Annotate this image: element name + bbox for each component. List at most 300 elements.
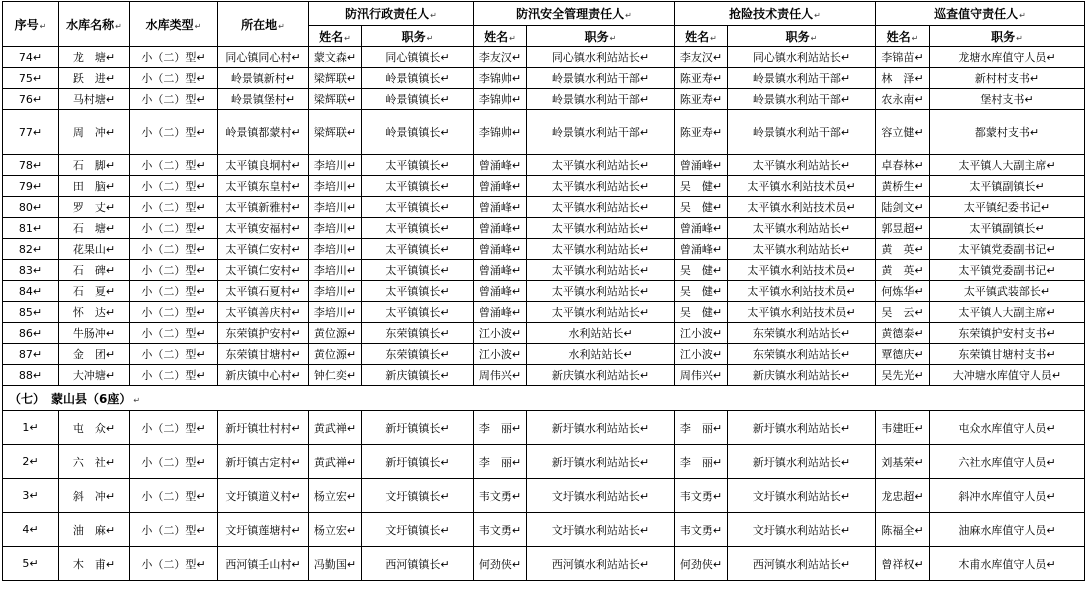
cell-text: 李培川 <box>313 306 347 319</box>
cell-text: 李培川 <box>313 285 347 298</box>
cell-text: 水利站站长 <box>568 348 624 361</box>
paragraph-mark: ↵ <box>440 348 450 361</box>
cell-location <box>218 239 309 260</box>
paragraph-mark: ↵ <box>32 92 43 106</box>
cell-text: 太平镇石夏村 <box>225 285 292 298</box>
paragraph-mark: ↵ <box>1040 201 1051 214</box>
cell-safety-name <box>474 176 527 197</box>
paragraph-mark: ↵ <box>914 306 924 319</box>
paragraph-mark: ↵ <box>511 369 522 382</box>
cell-text: 太平镇新雅村 <box>225 201 292 214</box>
cell-safety-duty <box>527 302 675 323</box>
paragraph-mark: ↵ <box>1046 557 1056 571</box>
cell-text: 卓春林 <box>881 159 915 172</box>
table-row <box>3 445 1085 479</box>
cell-text: 太平镇水利站站长 <box>551 201 640 214</box>
cell-admin-duty <box>362 344 474 365</box>
cell-text: 曾涌峰 <box>478 243 512 256</box>
reservoir-responsibility-table <box>2 1 1085 581</box>
cell-index <box>3 68 59 89</box>
table-row <box>3 155 1085 176</box>
cell-text: 太平镇武装部长 <box>963 285 1041 298</box>
cell-text: 金 团 <box>72 348 106 361</box>
cell-reservoir-name <box>59 479 130 513</box>
cell-text: 岭景镇镇长 <box>385 72 441 85</box>
paragraph-mark: ↵ <box>914 421 924 435</box>
cell-tech-duty <box>728 68 876 89</box>
cell-safety-name <box>474 89 527 110</box>
cell-text: 杨立宏 <box>313 523 347 537</box>
cell-admin-duty <box>362 323 474 344</box>
paragraph-mark: ↵ <box>639 93 650 106</box>
table-row <box>3 513 1085 547</box>
cell-tech-duty <box>728 302 876 323</box>
paragraph-mark: ↵ <box>914 489 924 503</box>
cell-text: 冯勤国 <box>313 557 347 571</box>
paragraph-mark: ↵ <box>32 71 43 85</box>
paragraph-mark: ↵ <box>914 126 924 139</box>
cell-tech-duty <box>728 176 876 197</box>
paragraph-mark: ↵ <box>291 489 301 503</box>
cell-patrol-duty <box>930 218 1085 239</box>
cell-text: 文圩镇莲塘村 <box>225 523 292 537</box>
paragraph-mark: ↵ <box>712 489 723 503</box>
paragraph-mark: ↵ <box>346 93 357 106</box>
cell-text: 岭景镇新村 <box>230 72 286 85</box>
paragraph-mark: ↵ <box>346 51 357 64</box>
paragraph-mark: ↵ <box>105 243 116 256</box>
cell-text: 陈福全 <box>881 523 915 537</box>
paragraph-mark: ↵ <box>105 51 116 64</box>
cell-text: 黄位源 <box>313 348 347 361</box>
paragraph-mark: ↵ <box>346 306 357 319</box>
paragraph-mark: ↵ <box>440 421 450 435</box>
paragraph-mark: ↵ <box>712 180 723 193</box>
cell-tech-name <box>675 547 728 581</box>
cell-text: 78 <box>18 158 33 172</box>
table-row <box>3 547 1085 581</box>
paragraph-mark: ↵ <box>639 159 650 172</box>
paragraph-mark: ↵ <box>32 125 43 139</box>
paragraph-mark: ↵ <box>440 159 450 172</box>
cell-text: 太平镇水利站站长 <box>752 222 841 235</box>
cell-text: 太平镇党委副书记 <box>958 264 1047 277</box>
paragraph-mark: ↵ <box>511 264 522 277</box>
paragraph-mark: ↵ <box>291 201 301 214</box>
cell-text: 小（二）型 <box>141 201 197 214</box>
table-row <box>3 281 1085 302</box>
paragraph-mark: ↵ <box>840 51 851 64</box>
cell-text: 文圩镇镇长 <box>385 523 441 537</box>
paragraph-mark: ↵ <box>712 159 723 172</box>
cell-text: 曾涌峰 <box>478 306 512 319</box>
paragraph-mark: ↵ <box>346 222 357 235</box>
paragraph-mark: ↵ <box>291 523 301 537</box>
paragraph-mark: ↵ <box>914 327 924 340</box>
sub-header-name: 姓名↵ <box>474 26 527 47</box>
paragraph-mark: ↵ <box>1046 243 1056 256</box>
paragraph-mark: ↵ <box>511 348 522 361</box>
cell-safety-name <box>474 47 527 68</box>
cell-text: 小（二）型 <box>141 222 197 235</box>
cell-text: 西河镇水利站站长 <box>752 557 841 571</box>
cell-reservoir-name <box>59 110 130 155</box>
cell-admin-duty <box>362 110 474 155</box>
cell-tech-name <box>675 365 728 386</box>
paragraph-mark: ↵ <box>196 306 206 319</box>
cell-text: 李培川 <box>313 243 347 256</box>
table-row <box>3 68 1085 89</box>
cell-admin-name <box>309 110 362 155</box>
cell-text: 小（二）型 <box>141 126 197 139</box>
paragraph-mark: ↵ <box>105 306 116 319</box>
cell-admin-duty <box>362 302 474 323</box>
cell-safety-name <box>474 365 527 386</box>
cell-text: 太平镇镇长 <box>385 285 441 298</box>
paragraph-mark: ↵ <box>346 489 357 503</box>
cell-text: 曾涌峰 <box>679 243 713 256</box>
paragraph-mark: ↵ <box>511 51 522 64</box>
paragraph-mark: ↵ <box>105 222 116 235</box>
cell-text: 太平镇水利站站长 <box>551 243 640 256</box>
cell-text: 81 <box>18 221 33 235</box>
cell-reservoir-type <box>130 89 218 110</box>
paragraph-mark: ↵ <box>196 222 206 235</box>
paragraph-mark: ↵ <box>346 201 357 214</box>
paragraph-mark: ↵ <box>346 285 357 298</box>
cell-text: 太平镇副镇长 <box>969 180 1036 193</box>
cell-text: 跃 进 <box>72 72 106 85</box>
cell-text: 何炼华 <box>881 285 915 298</box>
cell-reservoir-type <box>130 479 218 513</box>
cell-text: 容立健 <box>881 126 915 139</box>
paragraph-mark: ↵ <box>105 369 116 382</box>
cell-text: 何劲侠 <box>478 557 512 571</box>
cell-text: 87 <box>18 347 33 361</box>
cell-text: 曾涌峰 <box>478 222 512 235</box>
cell-text: 东荣镇护安村支书 <box>958 327 1047 340</box>
cell-text: 李培川 <box>313 264 347 277</box>
cell-tech-name <box>675 176 728 197</box>
cell-text: 梁辉联 <box>313 72 347 85</box>
paragraph-mark: ↵ <box>196 72 206 85</box>
cell-text: 蒙文森 <box>313 51 347 64</box>
cell-text: 木甫水库值守人员 <box>958 557 1047 571</box>
paragraph-mark: ↵ <box>196 348 206 361</box>
cell-tech-duty <box>728 513 876 547</box>
paragraph-mark: ↵ <box>32 305 43 319</box>
cell-text: 曾涌峰 <box>478 159 512 172</box>
cell-text: 黄德泰 <box>881 327 915 340</box>
paragraph-mark: ↵ <box>440 51 450 64</box>
cell-text: 小（二）型 <box>141 72 197 85</box>
cell-admin-name <box>309 89 362 110</box>
paragraph-mark: ↵ <box>511 243 522 256</box>
sub-header-duty: 职务↵ <box>930 26 1085 47</box>
paragraph-mark: ↵ <box>196 243 206 256</box>
cell-text: 太平镇水利站站长 <box>752 159 841 172</box>
cell-text: 梁辉联 <box>313 93 347 106</box>
cell-text: 岭景镇水利站干部 <box>752 93 841 106</box>
paragraph-mark: ↵ <box>105 285 116 298</box>
paragraph-mark: ↵ <box>639 243 650 256</box>
cell-admin-name <box>309 365 362 386</box>
cell-admin-name <box>309 344 362 365</box>
cell-admin-duty <box>362 411 474 445</box>
cell-patrol-duty <box>930 239 1085 260</box>
paragraph-mark: ↵ <box>346 455 357 469</box>
paragraph-mark: ↵ <box>440 72 450 85</box>
cell-patrol-duty <box>930 155 1085 176</box>
paragraph-mark: ↵ <box>32 242 43 256</box>
cell-text: 新庆镇镇长 <box>385 369 441 382</box>
cell-safety-name <box>474 302 527 323</box>
cell-text: 小（二）型 <box>141 159 197 172</box>
paragraph-mark: ↵ <box>32 263 43 277</box>
cell-text: 吴 健 <box>679 264 713 277</box>
cell-text: 小（二）型 <box>141 523 197 537</box>
cell-location <box>218 197 309 218</box>
paragraph-mark: ↵ <box>440 285 450 298</box>
cell-tech-name <box>675 89 728 110</box>
cell-location <box>218 155 309 176</box>
cell-text: 李 丽 <box>679 421 713 435</box>
cell-text: 吴 健 <box>679 285 713 298</box>
cell-text: 岭景镇都蒙村 <box>225 126 292 139</box>
cell-text: 79 <box>18 179 33 193</box>
cell-text: 1 <box>22 421 30 434</box>
cell-tech-name <box>675 281 728 302</box>
cell-reservoir-type <box>130 281 218 302</box>
cell-text: 岭景镇镇长 <box>385 93 441 106</box>
cell-safety-duty <box>527 547 675 581</box>
cell-text: 韦文勇 <box>679 523 713 537</box>
cell-safety-duty <box>527 89 675 110</box>
cell-location <box>218 110 309 155</box>
table-row <box>3 239 1085 260</box>
cell-text: 六 社 <box>72 455 106 469</box>
cell-safety-duty <box>527 281 675 302</box>
cell-admin-name <box>309 155 362 176</box>
paragraph-mark: ↵ <box>196 180 206 193</box>
paragraph-mark: ↵ <box>914 285 924 298</box>
paragraph-mark: ↵ <box>105 421 116 435</box>
cell-text: 黄位源 <box>313 327 347 340</box>
cell-admin-duty <box>362 547 474 581</box>
cell-patrol-name <box>876 155 930 176</box>
cell-text: 2 <box>22 455 30 468</box>
paragraph-mark: ↵ <box>346 369 357 382</box>
cell-text: 76 <box>18 92 33 106</box>
cell-safety-duty <box>527 365 675 386</box>
cell-text: 西河镇壬山村 <box>225 557 292 571</box>
paragraph-mark: ↵ <box>846 201 856 214</box>
cell-reservoir-name <box>59 323 130 344</box>
cell-text: 东荣镇甘塘村 <box>225 348 292 361</box>
cell-patrol-duty <box>930 411 1085 445</box>
cell-patrol-name <box>876 197 930 218</box>
cell-patrol-duty <box>930 344 1085 365</box>
cell-safety-name <box>474 155 527 176</box>
cell-text: 小（二）型 <box>141 455 197 469</box>
cell-tech-duty <box>728 365 876 386</box>
table-row <box>3 344 1085 365</box>
cell-patrol-duty <box>930 445 1085 479</box>
paragraph-mark: ↵ <box>840 455 851 469</box>
cell-admin-duty <box>362 281 474 302</box>
cell-text: 小（二）型 <box>141 180 197 193</box>
paragraph-mark: ↵ <box>511 285 522 298</box>
cell-text: 江小波 <box>478 348 512 361</box>
cell-index <box>3 445 59 479</box>
paragraph-mark: ↵ <box>1046 264 1056 277</box>
cell-admin-duty <box>362 239 474 260</box>
paragraph-mark: ↵ <box>346 159 357 172</box>
paragraph-mark: ↵ <box>639 180 650 193</box>
cell-text: 周 冲 <box>72 126 106 139</box>
sub-header-name: 姓名↵ <box>309 26 362 47</box>
group-header-safety: 防汛安全管理责任人↵ <box>474 2 675 26</box>
cell-safety-name <box>474 411 527 445</box>
paragraph-mark: ↵ <box>1029 72 1040 85</box>
cell-text: 田 脑 <box>72 180 106 193</box>
cell-patrol-duty <box>930 89 1085 110</box>
cell-text: 86 <box>18 326 33 340</box>
header-row-1 <box>3 2 1085 26</box>
table-row <box>3 176 1085 197</box>
paragraph-mark: ↵ <box>712 557 723 571</box>
paragraph-mark: ↵ <box>511 72 522 85</box>
cell-reservoir-type <box>130 302 218 323</box>
paragraph-mark: ↵ <box>1040 285 1051 298</box>
cell-admin-duty <box>362 445 474 479</box>
cell-text: 木 甫 <box>72 557 106 571</box>
cell-admin-name <box>309 176 362 197</box>
paragraph-mark: ↵ <box>712 93 723 106</box>
paragraph-mark: ↵ <box>291 557 301 571</box>
paragraph-mark: ↵ <box>1024 93 1034 106</box>
cell-text: 新圩镇壮村村 <box>225 421 292 435</box>
cell-tech-name <box>675 218 728 239</box>
table-row <box>3 197 1085 218</box>
paragraph-mark: ↵ <box>105 557 116 571</box>
cell-text: 岭景镇水利站干部 <box>551 93 640 106</box>
cell-patrol-duty <box>930 547 1085 581</box>
paragraph-mark: ↵ <box>712 421 723 435</box>
cell-text: 水利站站长 <box>568 327 624 340</box>
cell-text: 文圩镇道义村 <box>225 489 292 503</box>
paragraph-mark: ↵ <box>840 126 851 139</box>
table-row <box>3 47 1085 68</box>
cell-text: 同心镇水利站站长 <box>752 51 841 64</box>
cell-reservoir-type <box>130 68 218 89</box>
cell-text: 太平镇人大副主席 <box>958 306 1047 319</box>
paragraph-mark: ↵ <box>440 93 450 106</box>
cell-index <box>3 239 59 260</box>
cell-safety-duty <box>527 513 675 547</box>
sub-header-duty: 职务↵ <box>362 26 474 47</box>
cell-safety-name <box>474 445 527 479</box>
cell-tech-name <box>675 260 728 281</box>
paragraph-mark: ↵ <box>291 51 301 64</box>
paragraph-mark: ↵ <box>32 179 43 193</box>
cell-patrol-name <box>876 47 930 68</box>
cell-text: 黄 英 <box>881 264 915 277</box>
cell-text: 小（二）型 <box>141 264 197 277</box>
paragraph-mark: ↵ <box>291 455 301 469</box>
paragraph-mark: ↵ <box>511 489 522 503</box>
cell-reservoir-name <box>59 281 130 302</box>
cell-safety-duty <box>527 155 675 176</box>
cell-text: 周伟兴 <box>478 369 512 382</box>
cell-text: 油麻水库值守人员 <box>958 523 1047 537</box>
paragraph-mark: ↵ <box>32 368 43 382</box>
cell-text: 斜 冲 <box>72 489 106 503</box>
cell-text: 岭景镇堡村 <box>230 93 286 106</box>
cell-text: 覃德庆 <box>881 348 915 361</box>
paragraph-mark: ↵ <box>291 180 301 193</box>
cell-patrol-name <box>876 411 930 445</box>
cell-text: 都蒙村支书 <box>974 126 1030 139</box>
cell-text: 太平镇镇长 <box>385 264 441 277</box>
paragraph-mark: ↵ <box>914 159 924 172</box>
cell-reservoir-name <box>59 445 130 479</box>
paragraph-mark: ↵ <box>639 51 650 64</box>
paragraph-mark: ↵ <box>29 523 39 536</box>
cell-patrol-duty <box>930 110 1085 155</box>
paragraph-mark: ↵ <box>105 264 116 277</box>
paragraph-mark: ↵ <box>511 523 522 537</box>
cell-safety-duty <box>527 68 675 89</box>
section-title-body <box>3 386 1085 411</box>
cell-text: 吴 健 <box>679 201 713 214</box>
cell-safety-name <box>474 547 527 581</box>
cell-index <box>3 89 59 110</box>
cell-text: 周伟兴 <box>679 369 713 382</box>
cell-text: 刘基荣 <box>881 455 915 469</box>
cell-reservoir-type <box>130 110 218 155</box>
paragraph-mark: ↵ <box>840 327 851 340</box>
group-header-technical: 抢险技术责任人↵ <box>675 2 876 26</box>
cell-location <box>218 323 309 344</box>
paragraph-mark: ↵ <box>511 126 522 139</box>
cell-safety-name <box>474 281 527 302</box>
cell-patrol-name <box>876 218 930 239</box>
section-title: （七） 蒙山县（6座） ↵ <box>3 386 1085 411</box>
paragraph-mark: ↵ <box>1046 327 1056 340</box>
cell-text: 曾祥权 <box>881 557 915 571</box>
paragraph-mark: ↵ <box>105 180 116 193</box>
cell-admin-name <box>309 281 362 302</box>
cell-tech-duty <box>728 445 876 479</box>
cell-safety-name <box>474 513 527 547</box>
cell-text: 吴 云 <box>881 306 915 319</box>
paragraph-mark: ↵ <box>639 126 650 139</box>
cell-index <box>3 365 59 386</box>
cell-patrol-name <box>876 89 930 110</box>
cell-patrol-duty <box>930 260 1085 281</box>
cell-patrol-duty <box>930 68 1085 89</box>
cell-text: 李 丽 <box>679 455 713 469</box>
paragraph-mark: ↵ <box>639 557 650 571</box>
paragraph-mark: ↵ <box>712 243 723 256</box>
paragraph-mark: ↵ <box>346 523 357 537</box>
cell-text: 太平镇东皇村 <box>225 180 292 193</box>
cell-tech-name <box>675 68 728 89</box>
cell-location <box>218 445 309 479</box>
cell-reservoir-name <box>59 365 130 386</box>
cell-tech-duty <box>728 239 876 260</box>
